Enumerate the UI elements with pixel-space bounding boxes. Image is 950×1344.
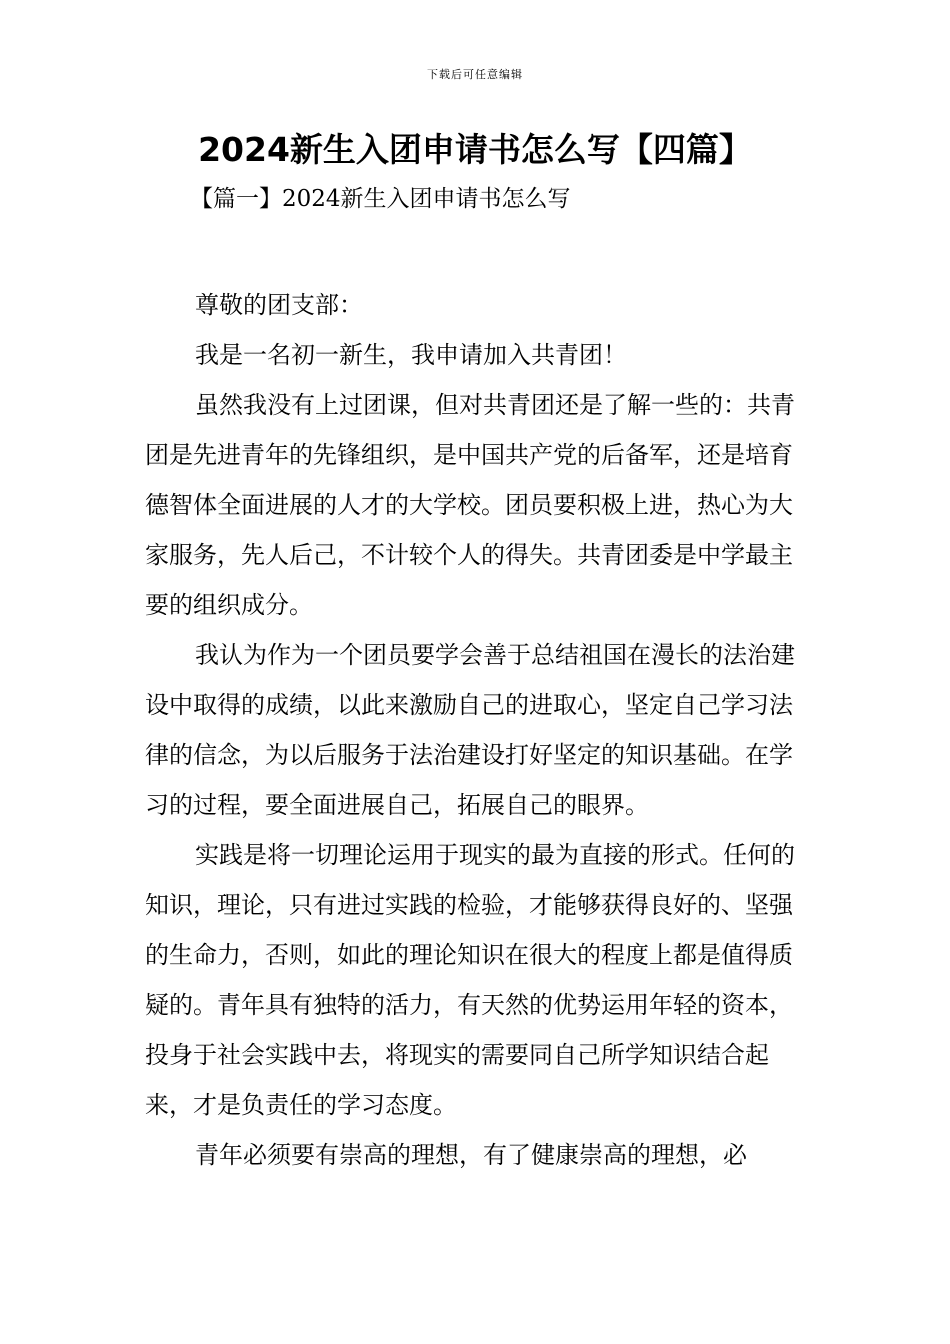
- paragraph: 青年必须要有崇高的理想，有了健康崇高的理想，必: [195, 1141, 747, 1169]
- document-body: [145, 280, 810, 1180]
- paragraph: 虽然我没有上过团课，但对共青团还是了解一些的：共青团是先进青年的先锋组织，是中国共产党的后备军，还是培育德智体全面进展的人才的大学校。团员要积极上进，热心为大家服务，先人后己，不计较个人的得失。共青团委是中学最主要的组织成分。: [145, 391, 795, 619]
- section-heading: 【篇一】2024新生入团申请书怎么写: [190, 186, 571, 212]
- salutation: 尊敬的团支部：: [195, 291, 363, 319]
- document-title: 2024新生入团申请书怎么写【四篇】: [198, 130, 752, 169]
- paragraph: 实践是将一切理论运用于现实的最为直接的形式。任何的知识，理论，只有进过实践的检验，才能够获得良好的、坚强的生命力，否则，如此的理论知识在很大的程度上都是值得质疑的。青年具有独特的活力，有天然的优势运用年轻的资本，投身于社会实践中去，将现实的需要同自己所学知识结合起来，才是负责任的学习态度。: [145, 841, 795, 1119]
- header-note: 下载后可任意编辑: [427, 68, 523, 81]
- paragraph: 我认为作为一个团员要学会善于总结祖国在漫长的法治建设中取得的成绩，以此来激励自己的进取心，坚定自己学习法律的信念，为以后服务于法治建设打好坚定的知识基础。在学习的过程，要全面进展自己，拓展自己的眼界。: [145, 641, 795, 819]
- paragraph: 我是一名初一新生，我申请加入共青团！: [195, 341, 627, 369]
